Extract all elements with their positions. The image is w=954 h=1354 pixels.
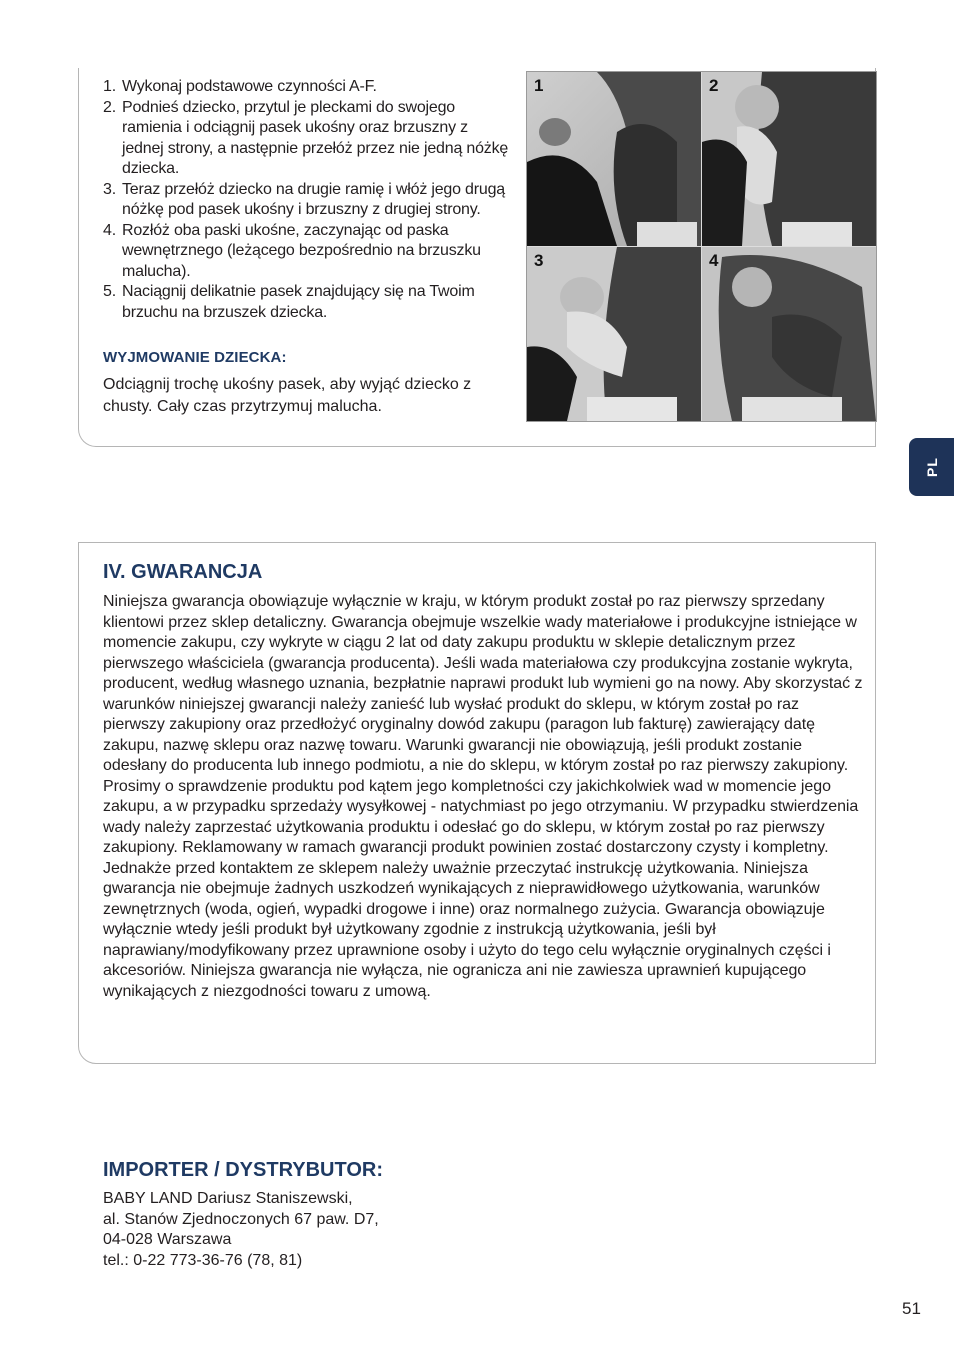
- photo-label: 4: [709, 251, 719, 270]
- language-tab-label: PL: [923, 457, 940, 477]
- step-item: 1. Wykonaj podstawowe czynności A-F.: [103, 78, 377, 95]
- address-line: tel.: 0-22 773-36-76 (78, 81): [103, 1251, 303, 1269]
- removal-text: Odciągnij trochę ukośny pasek, aby wyjąć dziecko z chusty. Cały czas przytrzymuj malucha.: [103, 376, 472, 415]
- address-line: BABY LAND Dariusz Staniszewski,: [103, 1190, 353, 1207]
- language-tab: [909, 438, 954, 496]
- importer-address: [103, 1189, 503, 1271]
- address-line: 04-028 Warszawa: [103, 1231, 232, 1248]
- carrier-photo-image: [527, 247, 701, 421]
- steps-list: [103, 77, 513, 323]
- importer-heading: IMPORTER / DYSTRYBUTOR:: [103, 1159, 384, 1181]
- warranty-text: Niniejsza gwarancja obowiązuje wyłącznie w kraju, w którym produkt został po raz pierwszy sprzedany klientowi przez sklep detaliczny. Gwarancja obejmuje wszelkie wady materiałowe i produkcyjne istniejące w momencie zakupu, czy wykryte w ciągu 2 lat od daty zakupu produktu w sklepie detalicznym przez pierwszego właściciela (gwarancja producenta). Jeśli wada materiałowa czy produkcyjna zostanie wykryta, producent, według własnego uznania, bezpłatnie naprawi produkt lub wymieni go na nowy. Aby skorzystać z warunków niniejszej gwarancji należy zanieść lub wysłać produkt do sklepu, w którym został po raz pierwszy zakupiony oraz przedłożyć oryginalny dowód zakupu (paragon lub fakturę) zawierający datę zakupu, nazwę sklepu oraz nazwę towaru. Warunki gwarancji nie obowiązują, jeśli produkt zostanie odesłany do producenta lub innego podmiotu, a nie do sklepu, w którym został po raz pierwszy zakupiony. Prosimy o sprawdzenie produktu pod kątem jego kompletności czy jakichkolwiek wad w momencie jego zakupu, a w przypadku sprzedaży wysyłkowej - natychmiast po jego otrzymaniu. W przypadku stwierdzenia wady należy zaprzestać użytkowania produktu i odesłać go do sklepu, w którym został po raz pierwszy zakupiony. Reklamowany w ramach gwarancji produkt powinien zostać dostarczony czysty i kompletny. Jednakże przed kontaktem ze sklepem należy uważnie przeczytać instrukcję użytkowania. Niniejsza gwarancja nie obejmuje żadnych uszkodzeń wynikających z nieprawidłowego użytkowania, warunków zewnętrznych (woda, ogień, wypadki drogowe i inne) oraz normalnego zużycia. Gwarancja obowiązuje wyłącznie wtedy jeśli produkt był użytkowany zgodnie z instrukcją użytkowania, jeśli był naprawiany/modyfikowany przez uprawnione osoby i użyto do tego celu wyłącznie oryginalnych części i akcesoriów. Niniejsza gwarancja nie wyłącza, nie ogranicza ani nie zawiesza uprawnień kupującego wynikających z niezgodności towaru z umową.: [103, 593, 863, 1000]
- step-item: 2. Podnieś dziecko, przytul je pleckami do swojego ramienia i odciągnij pasek ukośny oraz brzuszny z jednej strony, a następnie przełóż przez nie jedną nóżkę dziecka.: [103, 98, 509, 177]
- carrier-photo-image: [702, 247, 876, 421]
- carrier-photo-image: [702, 72, 876, 246]
- step-item: 4. Rozłóż oba paski ukośne, zaczynając od paska wewnętrznego (leżącego bezpośrednio na brzuszku malucha).: [103, 221, 481, 280]
- page-number: 51: [902, 1299, 921, 1318]
- photo-step-1: [527, 72, 701, 246]
- step-item: 3. Teraz przełóż dziecko na drugie ramię i włóż jego drugą nóżkę pod pasek ukośny i brzuszny z drugiej strony.: [103, 180, 505, 218]
- photo-grid: [526, 71, 877, 422]
- step-item: 5. Naciągnij delikatnie pasek znajdujący się na Twoim brzuchu na brzuszek dziecka.: [103, 283, 475, 321]
- carrier-photo-image: [527, 72, 701, 246]
- photo-step-2: [702, 72, 876, 246]
- address-line: al. Stanów Zjednoczonych 67 paw. D7,: [103, 1210, 379, 1228]
- photo-label: 2: [709, 76, 719, 95]
- photo-label: 3: [534, 251, 544, 270]
- photo-step-3: [527, 247, 701, 421]
- photo-step-4: [702, 247, 876, 421]
- warranty-heading: IV. GWARANCJA: [103, 561, 263, 583]
- removal-heading: WYJMOWANIE DZIECKA:: [103, 349, 287, 366]
- photo-label: 1: [534, 76, 544, 95]
